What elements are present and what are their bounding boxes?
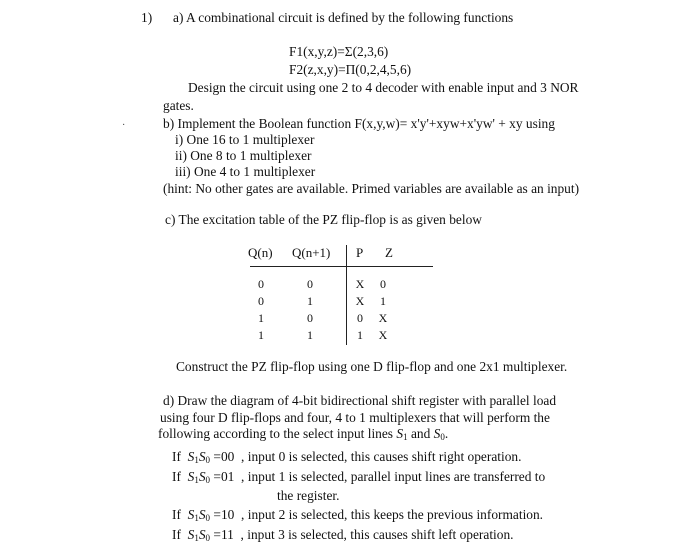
table-column-rule xyxy=(346,245,347,345)
part-a-task-line2: gates. xyxy=(163,98,194,113)
table-cell: 0 xyxy=(357,311,363,325)
table-header-rule xyxy=(250,266,433,267)
part-d-line3: following according to the select input lines $S_1$ and $S_0$. xyxy=(158,426,449,442)
select-desc-10: , input 2 is selected, this keeps the previous information. xyxy=(241,507,544,522)
select-condition-10: If $S_1S_0 =10$ , input 2 is selected, this keeps the previous information. xyxy=(172,507,544,523)
table-cell: 0 xyxy=(380,277,386,291)
table-cell: X xyxy=(355,277,365,291)
part-c-intro: c) The excitation table of the PZ flip-flop is as given below xyxy=(165,212,482,227)
table-cell: X xyxy=(378,311,388,325)
part-c-task: Construct the PZ flip-flop using one D flip-flop and one 2x1 multiplexer. xyxy=(176,359,568,374)
select-condition-01: If $S_1S_0 =01$ , input 1 is selected, parallel input lines are transferred to xyxy=(172,469,546,485)
part-b-option-ii: ii) One 8 to 1 multiplexer xyxy=(175,148,312,163)
select-desc-00: , input 0 is selected, this causes shift right operation. xyxy=(241,449,522,464)
function-f1: F1(x,y,z)=Σ(2,3,6) xyxy=(289,44,389,59)
select-desc-11: , input 3 is selected, this causes shift left operation. xyxy=(240,527,514,542)
table-header-qn1: Q(n+1) xyxy=(292,245,331,260)
table-header-qn: Q(n) xyxy=(248,245,273,260)
table-cell: X xyxy=(378,328,388,342)
part-d-line1: d) Draw the diagram of 4-bit bidirectional shift register with parallel load xyxy=(163,393,557,408)
select-condition-11: If $S_1S_0 =11$ , input 3 is selected, this causes shift left operation. xyxy=(172,527,514,543)
bullet-mark: · xyxy=(122,120,126,131)
part-d-line3-text: following according to the select input lines xyxy=(158,426,394,441)
part-d-line2: using four D flip-flops and four, 4 to 1 multiplexers that will perform the xyxy=(160,410,550,425)
part-b-option-i: i) One 16 to 1 multiplexer xyxy=(175,132,315,147)
table-cell: X xyxy=(355,294,365,308)
part-b-hint: (hint: No other gates are available. Primed variables are available as an input) xyxy=(163,181,580,196)
part-b-intro: b) Implement the Boolean function F(x,y,w)= x'y'+xyw+x'yw' + xy using xyxy=(163,116,555,131)
function-f2: F2(z,x,y)=Π(0,2,4,5,6) xyxy=(289,62,412,77)
select-desc-01: , input 1 is selected, parallel input lines are transferred to xyxy=(241,469,546,484)
select-value-11: =11 xyxy=(213,527,234,542)
table-cell: 1 xyxy=(307,328,313,342)
table-cell: 1 xyxy=(357,328,363,342)
table-cell: 1 xyxy=(258,328,264,342)
table-cell: 0 xyxy=(258,277,264,291)
excitation-table xyxy=(230,245,435,345)
part-a-task-line1: Design the circuit using one 2 to 4 decoder with enable input and 3 NOR xyxy=(188,80,579,95)
table-cell: 1 xyxy=(307,294,313,308)
part-b-option-iii: iii) One 4 to 1 multiplexer xyxy=(175,164,316,179)
select-value-00: =00 xyxy=(213,449,235,464)
table-cell: 1 xyxy=(258,311,264,325)
table-cell: 0 xyxy=(307,277,313,291)
table-cell: 0 xyxy=(307,311,313,325)
table-cell: 0 xyxy=(258,294,264,308)
select-value-01: =01 xyxy=(213,469,235,484)
table-header-z: Z xyxy=(385,245,393,260)
question-number: 1) xyxy=(141,10,153,25)
select-condition-00: If $S_1S_0 =00$ , input 0 is selected, this causes shift right operation. xyxy=(172,449,522,465)
select-value-10: =10 xyxy=(213,507,235,522)
select-desc-01-cont: the register. xyxy=(277,488,340,503)
part-a-intro: a) A combinational circuit is defined by the following functions xyxy=(173,10,514,25)
table-header-p: P xyxy=(356,245,364,260)
table-cell: 1 xyxy=(380,294,386,308)
